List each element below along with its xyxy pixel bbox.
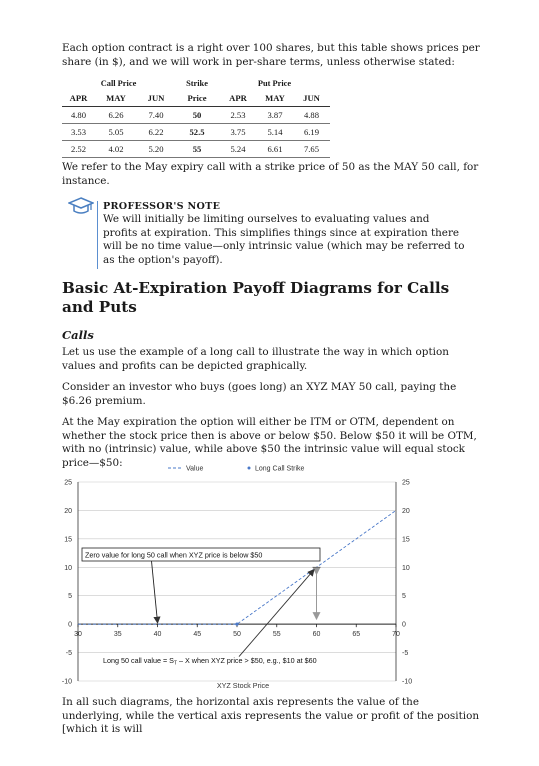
x-tick-label: 35 xyxy=(113,631,122,639)
y-tick-label-left: 0 xyxy=(68,621,72,629)
x-tick-label: 70 xyxy=(392,631,400,639)
table-cell: 5.20 xyxy=(137,141,175,158)
call-price-header: Call Price xyxy=(100,79,137,88)
col-header: MAY xyxy=(257,90,293,107)
y-tick-label-left: 25 xyxy=(64,479,72,487)
table-cell: 52.5 xyxy=(175,124,219,141)
y-tick-label-left: 20 xyxy=(64,507,72,515)
table-cell: 6.26 xyxy=(95,107,137,124)
col-header: JUN xyxy=(293,90,330,107)
strike-marker xyxy=(235,623,238,626)
y-tick-label-right: 5 xyxy=(402,593,406,601)
legend-swatch-strike xyxy=(248,467,251,470)
table-cell: 5.24 xyxy=(219,141,257,158)
y-tick-label-right: 20 xyxy=(402,507,410,515)
x-tick-label: 55 xyxy=(272,631,281,639)
table-cell: 6.19 xyxy=(293,124,330,141)
subsection-title: Calls xyxy=(62,328,94,342)
table-cell: 4.88 xyxy=(293,107,330,124)
y-tick-label-right: 15 xyxy=(402,536,410,544)
paragraph: In all such diagrams, the horizontal axis represents the value of the underlying, while the vertical axis represents the value or profit of the position [which it is will xyxy=(62,696,480,736)
annotation-call-value: Long 50 call value = $S_T$ – X when XYZ price > $50, e.g., $10 at $60 xyxy=(103,656,317,667)
annotation-zero-value: Zero value for long 50 call when XYZ price is below $50 xyxy=(85,550,263,560)
note-heading: PROFESSOR'S NOTE xyxy=(103,201,221,212)
y-tick-label-right: -5 xyxy=(402,650,409,658)
col-header: JUN xyxy=(137,90,175,107)
paragraph: Consider an investor who buys (goes long) an XYZ MAY 50 call, paying the $6.26 premium. xyxy=(62,381,457,407)
table-cell: 3.75 xyxy=(219,124,257,141)
x-tick-label: 65 xyxy=(352,631,361,639)
option-price-table xyxy=(62,77,330,158)
table-cell: 6.22 xyxy=(137,124,175,141)
table-row xyxy=(62,107,330,124)
table-cell: 2.52 xyxy=(62,141,95,158)
y-tick-label-left: -10 xyxy=(61,678,72,686)
table-cell: 5.14 xyxy=(257,124,293,141)
table-row xyxy=(62,124,330,141)
legend-label-value: Value xyxy=(186,465,204,473)
annotation-arrow xyxy=(239,570,314,656)
note-body: We will initially be limiting ourselves to evaluating values and profits at expiration. This simplifies things since at expiration there will be no time value—only intrinsic value (which may be referred to as the option's payoff). xyxy=(103,213,465,266)
strike-header: Strike xyxy=(186,79,208,88)
y-tick-label-right: -10 xyxy=(402,678,413,686)
table-cell: 5.05 xyxy=(95,124,137,141)
paragraph: Let us use the example of a long call to illustrate the way in which option values and profits can be depicted graphically. xyxy=(62,346,449,372)
y-tick-label-right: 10 xyxy=(402,564,410,572)
graduation-cap-icon xyxy=(68,196,94,216)
table-cell: 6.61 xyxy=(257,141,293,158)
table-cell: 3.87 xyxy=(257,107,293,124)
col-header: Price xyxy=(175,90,219,107)
y-tick-label-left: 15 xyxy=(64,536,72,544)
table-cell: 4.80 xyxy=(62,107,95,124)
table-cell: 7.65 xyxy=(293,141,330,158)
y-tick-label-left: 10 xyxy=(64,564,72,572)
table-cell: 2.53 xyxy=(219,107,257,124)
x-tick-label: 50 xyxy=(233,631,241,639)
put-price-header: Put Price xyxy=(257,79,292,88)
col-header: APR xyxy=(62,90,95,107)
table-row xyxy=(62,141,330,158)
payoff-chart xyxy=(55,460,415,692)
table-cell: 3.53 xyxy=(62,124,95,141)
legend-label-strike: Long Call Strike xyxy=(255,465,305,473)
col-header: APR xyxy=(219,90,257,107)
y-tick-label-left: 5 xyxy=(68,593,72,601)
table-cell: 4.02 xyxy=(95,141,137,158)
y-tick-label-right: 25 xyxy=(402,479,410,487)
table-cell: 55 xyxy=(175,141,219,158)
refer-paragraph: We refer to the May expiry call with a strike price of 50 as the MAY 50 call, for instance. xyxy=(62,161,479,187)
col-header: MAY xyxy=(95,90,137,107)
x-tick-label: 40 xyxy=(153,631,162,639)
table-cell: 50 xyxy=(175,107,219,124)
annotation-arrow xyxy=(152,561,158,622)
note-rule xyxy=(97,201,98,269)
y-tick-label-right: 0 xyxy=(402,621,406,629)
x-tick-label: 60 xyxy=(312,631,321,639)
table-cell: 7.40 xyxy=(137,107,175,124)
paragraph: At the May expiration the option will either be ITM or OTM, dependent on whether the stock price then is above or below $50. Below $50 it will be OTM, with no (intrinsic) value, while above $50 the intrinsic value will equal stock price—$50: xyxy=(62,416,477,469)
intro-paragraph: Each option contract is a right over 100 shares, but this table shows prices per share (in $), and we will work in per-share terms, unless otherwise stated: xyxy=(62,42,480,68)
y-tick-label-left: -5 xyxy=(65,650,72,658)
x-axis-label: XYZ Stock Price xyxy=(216,681,270,690)
x-tick-label: 45 xyxy=(193,631,202,639)
x-tick-label: 30 xyxy=(74,631,82,639)
section-title: Basic At-Expiration Payoff Diagrams for Calls and Puts xyxy=(62,279,450,316)
